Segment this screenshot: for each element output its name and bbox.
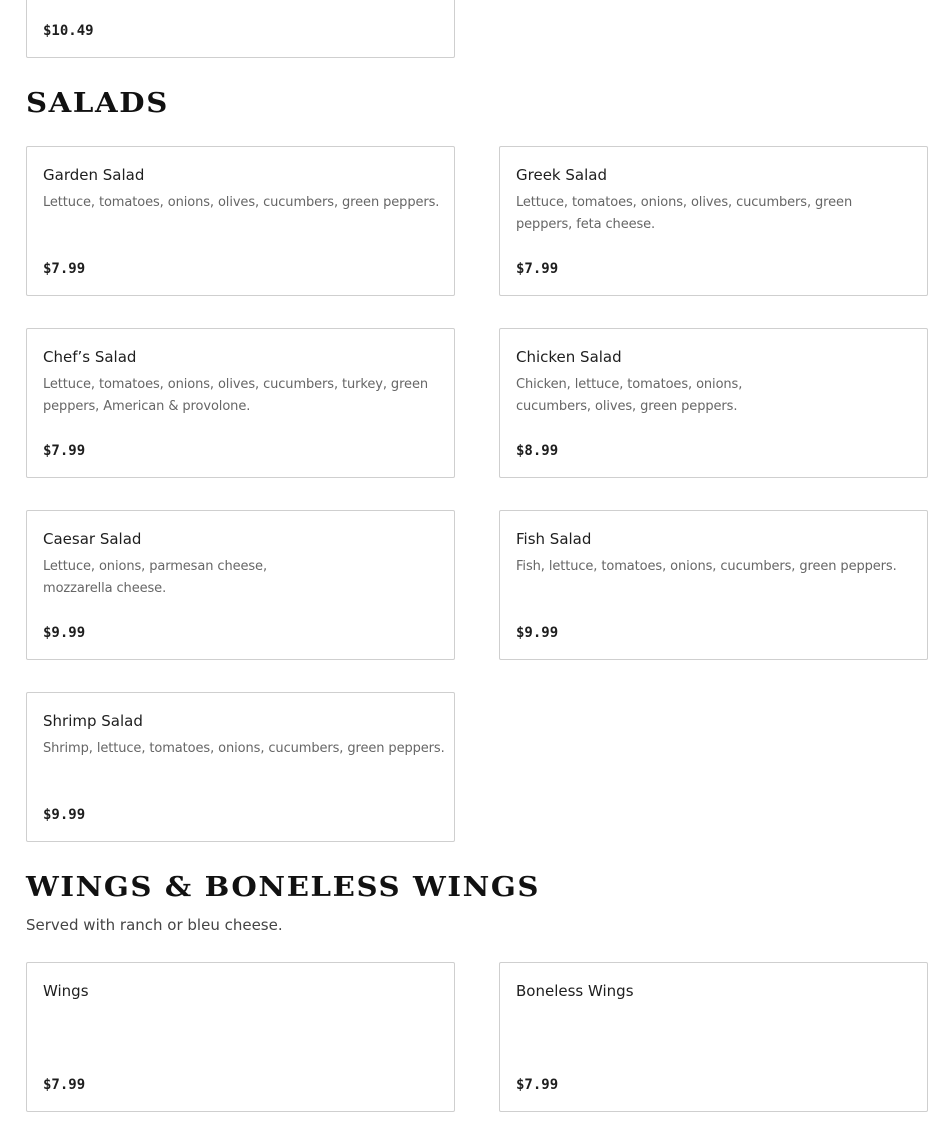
item-name: Chef’s Salad [43, 348, 137, 366]
item-description: Lettuce, onions, parmesan cheese, mozzarella cheese. [43, 559, 267, 596]
section-title-wings: WINGS & BONELESS WINGS [26, 872, 541, 903]
item-price: $7.99 [43, 261, 86, 277]
section-subtitle: Served with ranch or bleu cheese. [26, 916, 283, 934]
menu-item-chefs-salad[interactable] [26, 328, 455, 478]
item-name: Greek Salad [516, 166, 607, 184]
item-price: $7.99 [43, 443, 86, 459]
item-name: Caesar Salad [43, 530, 142, 548]
item-description: Chicken, lettuce, tomatoes, onions, cucumbers, olives, green peppers. [516, 377, 743, 414]
section-title-salads: SALADS [26, 88, 169, 119]
item-price: $7.99 [516, 1077, 559, 1093]
menu-item-caesar-salad[interactable] [26, 510, 455, 660]
item-price: $7.99 [43, 1077, 86, 1093]
menu-item-boneless-wings[interactable] [499, 962, 928, 1112]
menu-item-shrimp-salad[interactable] [26, 692, 455, 842]
item-price: $8.99 [516, 443, 559, 459]
item-name: Boneless Wings [516, 982, 634, 1000]
item-price: $7.99 [516, 261, 559, 277]
menu-item-card-previous[interactable] [26, 0, 455, 58]
item-name: Wings [43, 982, 89, 1000]
item-description: Lettuce, tomatoes, onions, olives, cucumbers, green peppers. [43, 195, 440, 210]
item-name: Shrimp Salad [43, 712, 143, 730]
item-price: $9.99 [516, 625, 559, 641]
item-price: $10.49 [43, 23, 94, 39]
item-description: Shrimp, lettuce, tomatoes, onions, cucumbers, green peppers. [43, 741, 445, 756]
menu-item-wings[interactable] [26, 962, 455, 1112]
menu-item-fish-salad[interactable] [499, 510, 928, 660]
menu-item-greek-salad[interactable] [499, 146, 928, 296]
item-description: Fish, lettuce, tomatoes, onions, cucumbers, green peppers. [516, 559, 897, 574]
item-name: Fish Salad [516, 530, 592, 548]
menu-item-chicken-salad[interactable] [499, 328, 928, 478]
item-price: $9.99 [43, 807, 86, 823]
item-name: Garden Salad [43, 166, 145, 184]
item-name: Chicken Salad [516, 348, 622, 366]
item-description: Lettuce, tomatoes, onions, olives, cucumbers, turkey, green peppers, American & provolone. [43, 377, 428, 414]
item-description: Lettuce, tomatoes, onions, olives, cucumbers, green peppers, feta cheese. [516, 195, 853, 232]
item-price: $9.99 [43, 625, 86, 641]
menu-item-garden-salad[interactable] [26, 146, 455, 296]
